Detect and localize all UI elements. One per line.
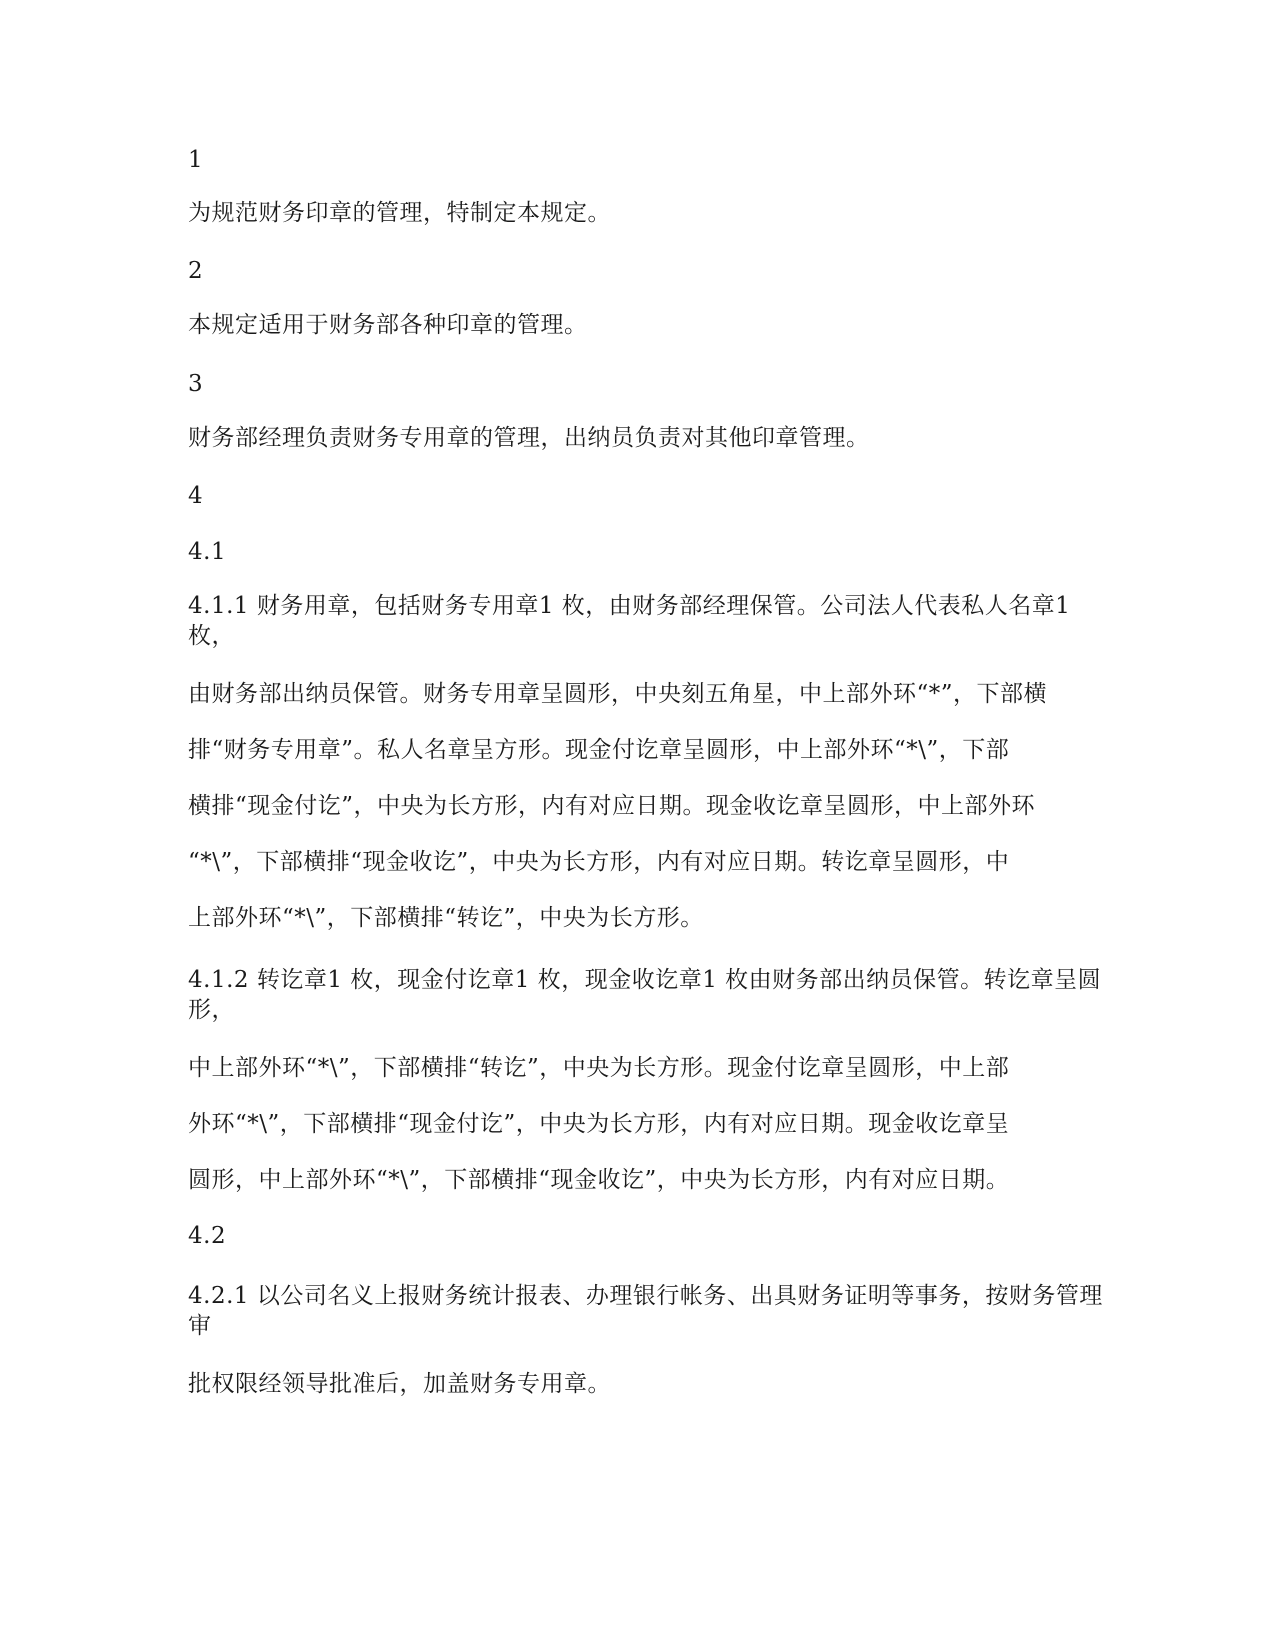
clause-4-1-2-line: 外环“*\”，下部横排“现金付讫”，中央为长方形，内有对应日期。现金收讫章呈 [188,1111,1010,1137]
clause-4-1-2-line: 圆形，中上部外环“*\”，下部横排“现金收讫”，中央为长方形，内有对应日期。 [188,1167,1010,1193]
clause-4-1-1: 4.1.1 财务用章，包括财务专用章1 枚，由财务部经理保管。公司法人代表私人名章1 枚， [188,593,1071,649]
section-number-1: 1 [188,147,204,173]
responsibility-paragraph: 财务部经理负责财务专用章的管理，出纳员负责对其他印章管理。 [188,425,870,451]
clause-4-1-1-line: 上部外环“*\”，下部横排“转讫”，中央为长方形。 [188,905,704,931]
clause-4-2-1-line: 批权限经领导批准后，加盖财务专用章。 [188,1371,611,1397]
clause-4-2-1: 4.2.1 以公司名义上报财务统计报表、办理银行帐务、出具财务证明等事务，按财务管理审 [188,1283,1103,1339]
section-number-4-1: 4.1 [188,539,227,565]
clause-4-1-1-line: 横排“现金付讫”，中央为长方形，内有对应日期。现金收讫章呈圆形，中上部外环 [188,793,1036,819]
clause-4-1-1-line: 排“财务专用章”。私人名章呈方形。现金付讫章呈圆形，中上部外环“*\”，下部 [188,737,1010,763]
clause-4-1-1-line: 由财务部出纳员保管。财务专用章呈圆形，中央刻五角星，中上部外环“*”，下部横 [188,681,1048,707]
clause-4-1-2: 4.1.2 转讫章1 枚，现金付讫章1 枚，现金收讫章1 枚由财务部出纳员保管。转讫章呈圆形， [188,967,1102,1023]
section-number-4: 4 [188,483,204,509]
clause-4-1-2-line: 中上部外环“*\”，下部横排“转讫”，中央为长方形。现金付讫章呈圆形，中上部 [188,1055,1010,1081]
section-number-2: 2 [188,258,204,284]
purpose-paragraph: 为规范财务印章的管理，特制定本规定。 [188,200,611,226]
section-number-3: 3 [188,371,204,397]
clause-4-1-1-line: “*\”，下部横排“现金收讫”，中央为长方形，内有对应日期。转讫章呈圆形，中 [188,849,1010,875]
scope-paragraph: 本规定适用于财务部各种印章的管理。 [188,312,588,338]
section-number-4-2: 4.2 [188,1223,227,1249]
